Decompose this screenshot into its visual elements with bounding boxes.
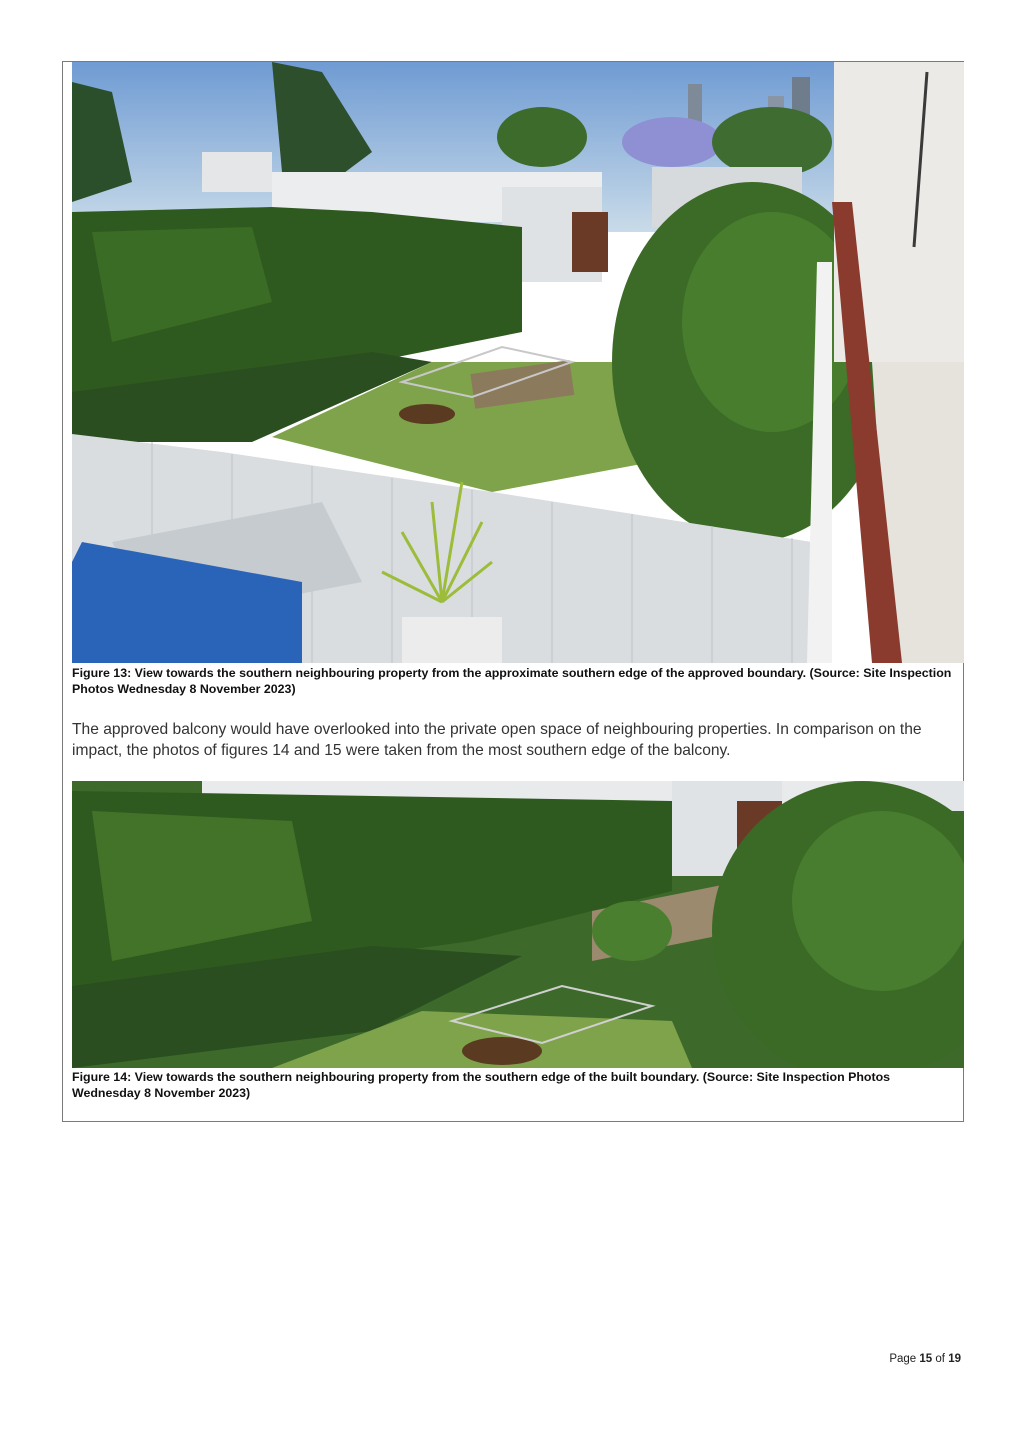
body-paragraph: The approved balcony would have overlooked into the private open space of neighbouring properties. In comparison on the impact, the photos of figures 14 and 15 were taken from the most southern edge of the balcony. [72,721,922,759]
figure-13-photo [72,62,964,663]
garden-bed [399,404,455,424]
figure-14-photo [72,781,964,1068]
page-current: 15 [919,1353,933,1365]
shrub [592,901,672,961]
tree [497,107,587,167]
house [202,152,272,192]
page-number [889,1353,961,1365]
tree [712,107,832,177]
neighbour-house-timber [572,212,608,272]
figure-13-caption: Figure 13: View towards the southern neighbouring property from the approximate southern edge of the approved boundary. (Source: Site Inspection Photos Wednesday 8 November 2023) [72,666,952,696]
garden-bed [462,1037,542,1065]
page-total: 19 [948,1353,961,1365]
tree [622,117,722,167]
page-label: Page [889,1353,917,1365]
shrub-highlight [792,811,964,991]
page-of: of [935,1353,945,1365]
planter [402,617,502,663]
figure-14-caption: Figure 14: View towards the southern neighbouring property from the southern edge of the built boundary. (Source: Site Inspection Photos Wednesday 8 November 2023) [72,1070,891,1100]
